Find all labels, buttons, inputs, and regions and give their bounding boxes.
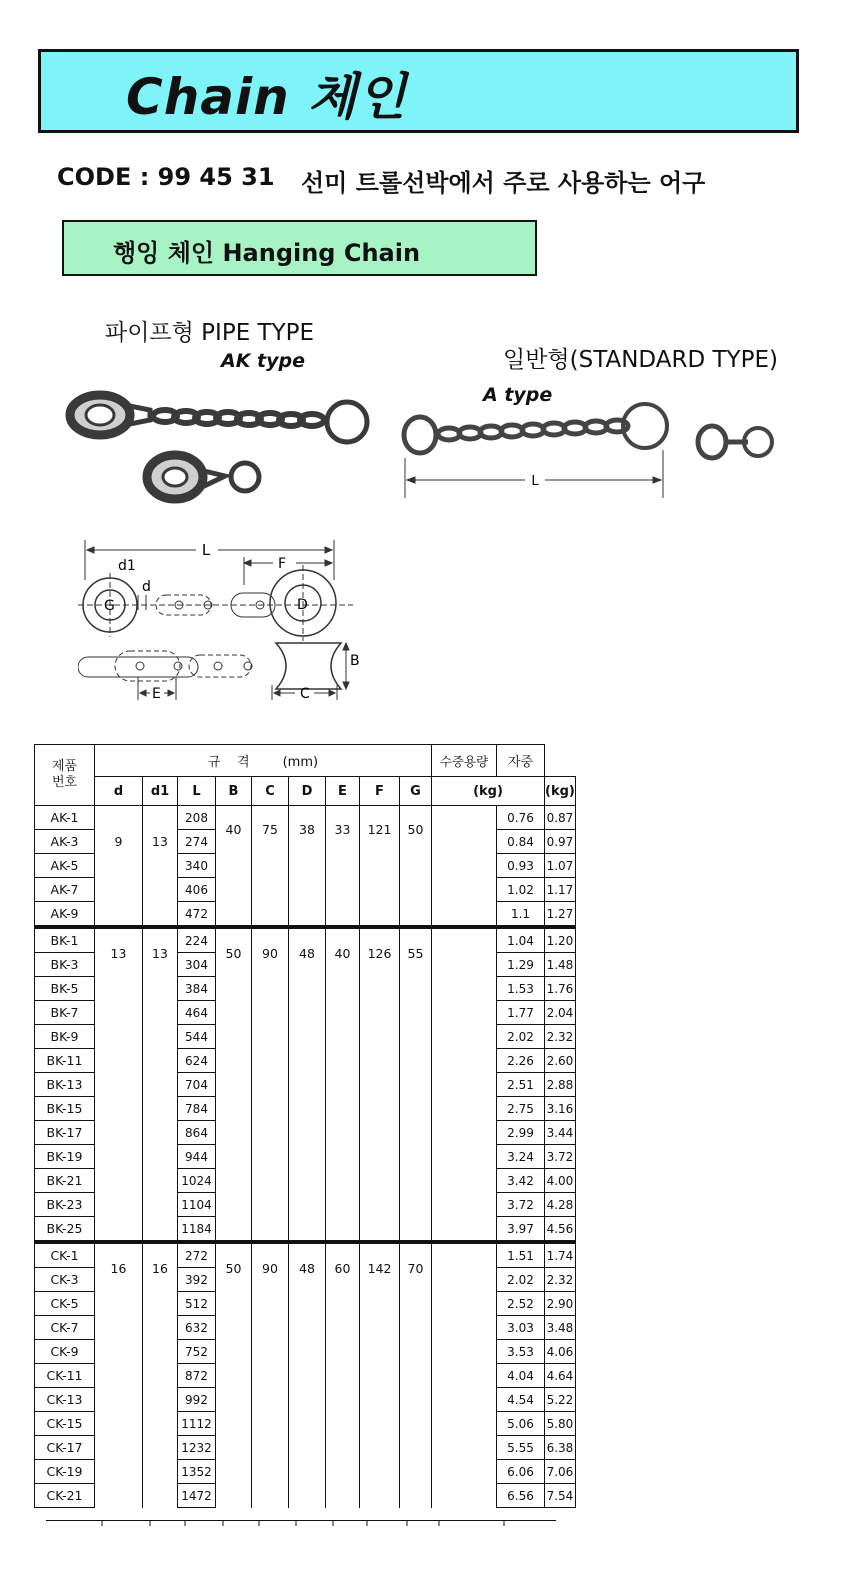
length-cell: 544 xyxy=(178,1025,216,1049)
load-capacity-cell: 2.99 xyxy=(497,1121,545,1145)
spec-d1-cell: 13 xyxy=(143,927,178,1242)
load-capacity-cell: 3.03 xyxy=(497,1316,545,1340)
load-capacity-cell: 3.72 xyxy=(497,1193,545,1217)
product-code-cell: CK-21 xyxy=(35,1484,95,1508)
chain-dimension-diagram xyxy=(78,535,368,710)
column-header: E xyxy=(326,777,360,806)
spacer-cell xyxy=(432,927,497,1242)
table-row xyxy=(35,1242,576,1268)
pipe-chain-illustration xyxy=(70,395,367,499)
diagram-label-d: d xyxy=(142,579,151,595)
spec-B-cell: 50 xyxy=(216,927,252,1242)
weight-cell: 4.56 xyxy=(545,1217,576,1243)
product-code: CODE : 99 45 31 xyxy=(57,163,275,191)
weight-cell: 2.88 xyxy=(545,1073,576,1097)
weight-cell: 1.48 xyxy=(545,953,576,977)
product-code-cell: BK-25 xyxy=(35,1217,95,1243)
product-code-cell: BK-19 xyxy=(35,1145,95,1169)
length-cell: 340 xyxy=(178,854,216,878)
weight-cell: 1.74 xyxy=(545,1242,576,1268)
a-type-label: A type xyxy=(483,384,553,406)
length-cell: 384 xyxy=(178,977,216,1001)
load-capacity-cell: 1.51 xyxy=(497,1242,545,1268)
product-code-cell: AK-1 xyxy=(35,806,95,830)
weight-cell: 2.32 xyxy=(545,1268,576,1292)
length-cell: 1024 xyxy=(178,1169,216,1193)
length-cell: 1232 xyxy=(178,1436,216,1460)
length-cell: 1112 xyxy=(178,1412,216,1436)
page-title: Chain 체인 xyxy=(126,68,407,126)
product-code-cell: CK-13 xyxy=(35,1388,95,1412)
spec-C-cell: 75 xyxy=(252,806,289,928)
length-cell: 752 xyxy=(178,1340,216,1364)
diagram-label-B: B xyxy=(350,653,360,669)
header-product-code: 제품 번호 xyxy=(35,745,95,806)
weight-cell: 4.06 xyxy=(545,1340,576,1364)
spec-D-cell: 38 xyxy=(289,806,326,928)
weight-cell: 1.76 xyxy=(545,977,576,1001)
header-load-capacity: 수중용량 xyxy=(432,745,497,777)
load-capacity-cell: 1.53 xyxy=(497,977,545,1001)
weight-cell: 2.60 xyxy=(545,1049,576,1073)
spec-D-cell: 48 xyxy=(289,927,326,1242)
product-code-cell: BK-7 xyxy=(35,1001,95,1025)
spec-F-cell: 142 xyxy=(360,1242,400,1508)
weight-cell: 5.80 xyxy=(545,1412,576,1436)
standard-type-label: 일반형(STANDARD TYPE) xyxy=(503,347,778,373)
spec-E-cell: 60 xyxy=(326,1242,360,1508)
product-code-cell: AK-5 xyxy=(35,854,95,878)
product-code-cell: AK-3 xyxy=(35,830,95,854)
weight-cell: 3.48 xyxy=(545,1316,576,1340)
weight-cell: 1.07 xyxy=(545,854,576,878)
load-capacity-cell: 5.06 xyxy=(497,1412,545,1436)
spec-C-cell: 90 xyxy=(252,1242,289,1508)
length-cell: 392 xyxy=(178,1268,216,1292)
load-capacity-cell: 6.56 xyxy=(497,1484,545,1508)
diagram-label-F: F xyxy=(278,556,287,572)
length-cell: 704 xyxy=(178,1073,216,1097)
spec-D-cell: 48 xyxy=(289,1242,326,1508)
product-code-cell: BK-13 xyxy=(35,1073,95,1097)
spacer-cell xyxy=(432,806,497,928)
product-code-cell: BK-3 xyxy=(35,953,95,977)
product-code-cell: BK-11 xyxy=(35,1049,95,1073)
load-capacity-cell: 0.84 xyxy=(497,830,545,854)
column-header: d xyxy=(95,777,143,806)
length-cell: 472 xyxy=(178,902,216,928)
header-spec: 규 격 (mm) xyxy=(95,745,432,777)
weight-cell: 3.72 xyxy=(545,1145,576,1169)
length-cell: 304 xyxy=(178,953,216,977)
column-header: d1 xyxy=(143,777,178,806)
load-capacity-cell: 3.24 xyxy=(497,1145,545,1169)
product-description: 선미 트롤선박에서 주로 사용하는 어구 xyxy=(301,169,706,197)
product-code-cell: BK-1 xyxy=(35,927,95,953)
load-capacity-cell: 3.42 xyxy=(497,1169,545,1193)
load-capacity-cell: 2.52 xyxy=(497,1292,545,1316)
load-capacity-cell: 1.1 xyxy=(497,902,545,928)
length-cell: 632 xyxy=(178,1316,216,1340)
bottom-ticks xyxy=(46,1518,558,1526)
length-cell: 784 xyxy=(178,1097,216,1121)
weight-cell: 0.87 xyxy=(545,806,576,830)
load-capacity-cell: 2.51 xyxy=(497,1073,545,1097)
column-header: L xyxy=(178,777,216,806)
column-header: B xyxy=(216,777,252,806)
spec-F-cell: 126 xyxy=(360,927,400,1242)
length-cell: 624 xyxy=(178,1049,216,1073)
product-code-cell: CK-3 xyxy=(35,1268,95,1292)
length-cell: 272 xyxy=(178,1242,216,1268)
load-capacity-cell: 1.04 xyxy=(497,927,545,953)
weight-cell: 5.22 xyxy=(545,1388,576,1412)
product-code-cell: BK-15 xyxy=(35,1097,95,1121)
weight-cell: 1.20 xyxy=(545,927,576,953)
product-code-cell: CK-9 xyxy=(35,1340,95,1364)
weight-cell: 3.16 xyxy=(545,1097,576,1121)
weight-cell: 0.97 xyxy=(545,830,576,854)
diagram-label-D: D xyxy=(297,597,308,613)
subtitle-text: 행잉 체인 Hanging Chain xyxy=(113,239,421,267)
column-header: (kg) xyxy=(545,777,576,806)
length-label: L xyxy=(531,474,539,489)
length-cell: 864 xyxy=(178,1121,216,1145)
spec-B-cell: 40 xyxy=(216,806,252,928)
spec-G-cell: 50 xyxy=(400,806,432,928)
product-code-cell: AK-9 xyxy=(35,902,95,928)
load-capacity-cell: 2.75 xyxy=(497,1097,545,1121)
spec-F-cell: 121 xyxy=(360,806,400,928)
ak-type-label: AK type xyxy=(221,350,305,372)
product-code-cell: BK-17 xyxy=(35,1121,95,1145)
weight-cell: 2.32 xyxy=(545,1025,576,1049)
spec-d-cell: 13 xyxy=(95,927,143,1242)
load-capacity-cell: 5.55 xyxy=(497,1436,545,1460)
table-row xyxy=(35,927,576,953)
load-capacity-cell: 1.02 xyxy=(497,878,545,902)
length-cell: 208 xyxy=(178,806,216,830)
product-code-cell: CK-5 xyxy=(35,1292,95,1316)
spec-d-cell: 9 xyxy=(95,806,143,928)
product-code-cell: CK-19 xyxy=(35,1460,95,1484)
table-row xyxy=(35,806,576,830)
load-capacity-cell: 2.26 xyxy=(497,1049,545,1073)
weight-cell: 4.28 xyxy=(545,1193,576,1217)
weight-cell: 6.38 xyxy=(545,1436,576,1460)
load-capacity-cell: 3.53 xyxy=(497,1340,545,1364)
spacer-cell xyxy=(432,1242,497,1508)
load-capacity-cell: 0.76 xyxy=(497,806,545,830)
length-cell: 274 xyxy=(178,830,216,854)
product-code-cell: BK-5 xyxy=(35,977,95,1001)
product-code-cell: CK-7 xyxy=(35,1316,95,1340)
length-cell: 464 xyxy=(178,1001,216,1025)
load-capacity-cell: 0.93 xyxy=(497,854,545,878)
length-cell: 992 xyxy=(178,1388,216,1412)
spec-d1-cell: 16 xyxy=(143,1242,178,1508)
length-cell: 1184 xyxy=(178,1217,216,1243)
product-code-cell: AK-7 xyxy=(35,878,95,902)
diagram-label-C: C xyxy=(300,686,310,702)
weight-cell: 1.17 xyxy=(545,878,576,902)
length-cell: 944 xyxy=(178,1145,216,1169)
product-code-cell: CK-11 xyxy=(35,1364,95,1388)
spec-C-cell: 90 xyxy=(252,927,289,1242)
product-code-cell: CK-15 xyxy=(35,1412,95,1436)
weight-cell: 2.90 xyxy=(545,1292,576,1316)
load-capacity-cell: 4.54 xyxy=(497,1388,545,1412)
spec-G-cell: 70 xyxy=(400,1242,432,1508)
product-code-cell: BK-21 xyxy=(35,1169,95,1193)
spec-d1-cell: 13 xyxy=(143,806,178,928)
spec-B-cell: 50 xyxy=(216,1242,252,1508)
spec-E-cell: 40 xyxy=(326,927,360,1242)
load-capacity-cell: 2.02 xyxy=(497,1025,545,1049)
column-header: C xyxy=(252,777,289,806)
spec-d-cell: 16 xyxy=(95,1242,143,1508)
header-weight: 자중 xyxy=(497,745,545,777)
weight-cell: 4.00 xyxy=(545,1169,576,1193)
column-header: D xyxy=(289,777,326,806)
product-code-cell: CK-17 xyxy=(35,1436,95,1460)
spec-E-cell: 33 xyxy=(326,806,360,928)
spec-table xyxy=(34,744,576,1508)
length-cell: 406 xyxy=(178,878,216,902)
length-cell: 512 xyxy=(178,1292,216,1316)
diagram-label-d1: d1 xyxy=(118,558,136,574)
load-capacity-cell: 6.06 xyxy=(497,1460,545,1484)
load-capacity-cell: 3.97 xyxy=(497,1217,545,1243)
column-header: (kg) xyxy=(432,777,545,806)
product-code-cell: CK-1 xyxy=(35,1242,95,1268)
product-code-cell: BK-9 xyxy=(35,1025,95,1049)
load-capacity-cell: 1.77 xyxy=(497,1001,545,1025)
product-code-cell: BK-23 xyxy=(35,1193,95,1217)
spec-table-body xyxy=(35,806,576,1508)
column-header-row xyxy=(35,777,576,806)
diagram-label-E: E xyxy=(152,686,161,702)
load-capacity-cell: 4.04 xyxy=(497,1364,545,1388)
diagram-label-G: G xyxy=(104,598,115,614)
weight-cell: 3.44 xyxy=(545,1121,576,1145)
column-header: F xyxy=(360,777,400,806)
length-cell: 1472 xyxy=(178,1484,216,1508)
weight-cell: 7.06 xyxy=(545,1460,576,1484)
spec-G-cell: 55 xyxy=(400,927,432,1242)
pipe-type-label: 파이프형 PIPE TYPE xyxy=(105,320,315,346)
weight-cell: 7.54 xyxy=(545,1484,576,1508)
weight-cell: 2.04 xyxy=(545,1001,576,1025)
weight-cell: 1.27 xyxy=(545,902,576,928)
weight-cell: 4.64 xyxy=(545,1364,576,1388)
load-capacity-cell: 2.02 xyxy=(497,1268,545,1292)
standard-chain-illustration xyxy=(404,404,772,458)
length-cell: 224 xyxy=(178,927,216,953)
chain-photos xyxy=(0,380,856,510)
load-capacity-cell: 1.29 xyxy=(497,953,545,977)
column-header: G xyxy=(400,777,432,806)
length-cell: 872 xyxy=(178,1364,216,1388)
length-cell: 1352 xyxy=(178,1460,216,1484)
length-cell: 1104 xyxy=(178,1193,216,1217)
diagram-label-L: L xyxy=(201,541,211,559)
